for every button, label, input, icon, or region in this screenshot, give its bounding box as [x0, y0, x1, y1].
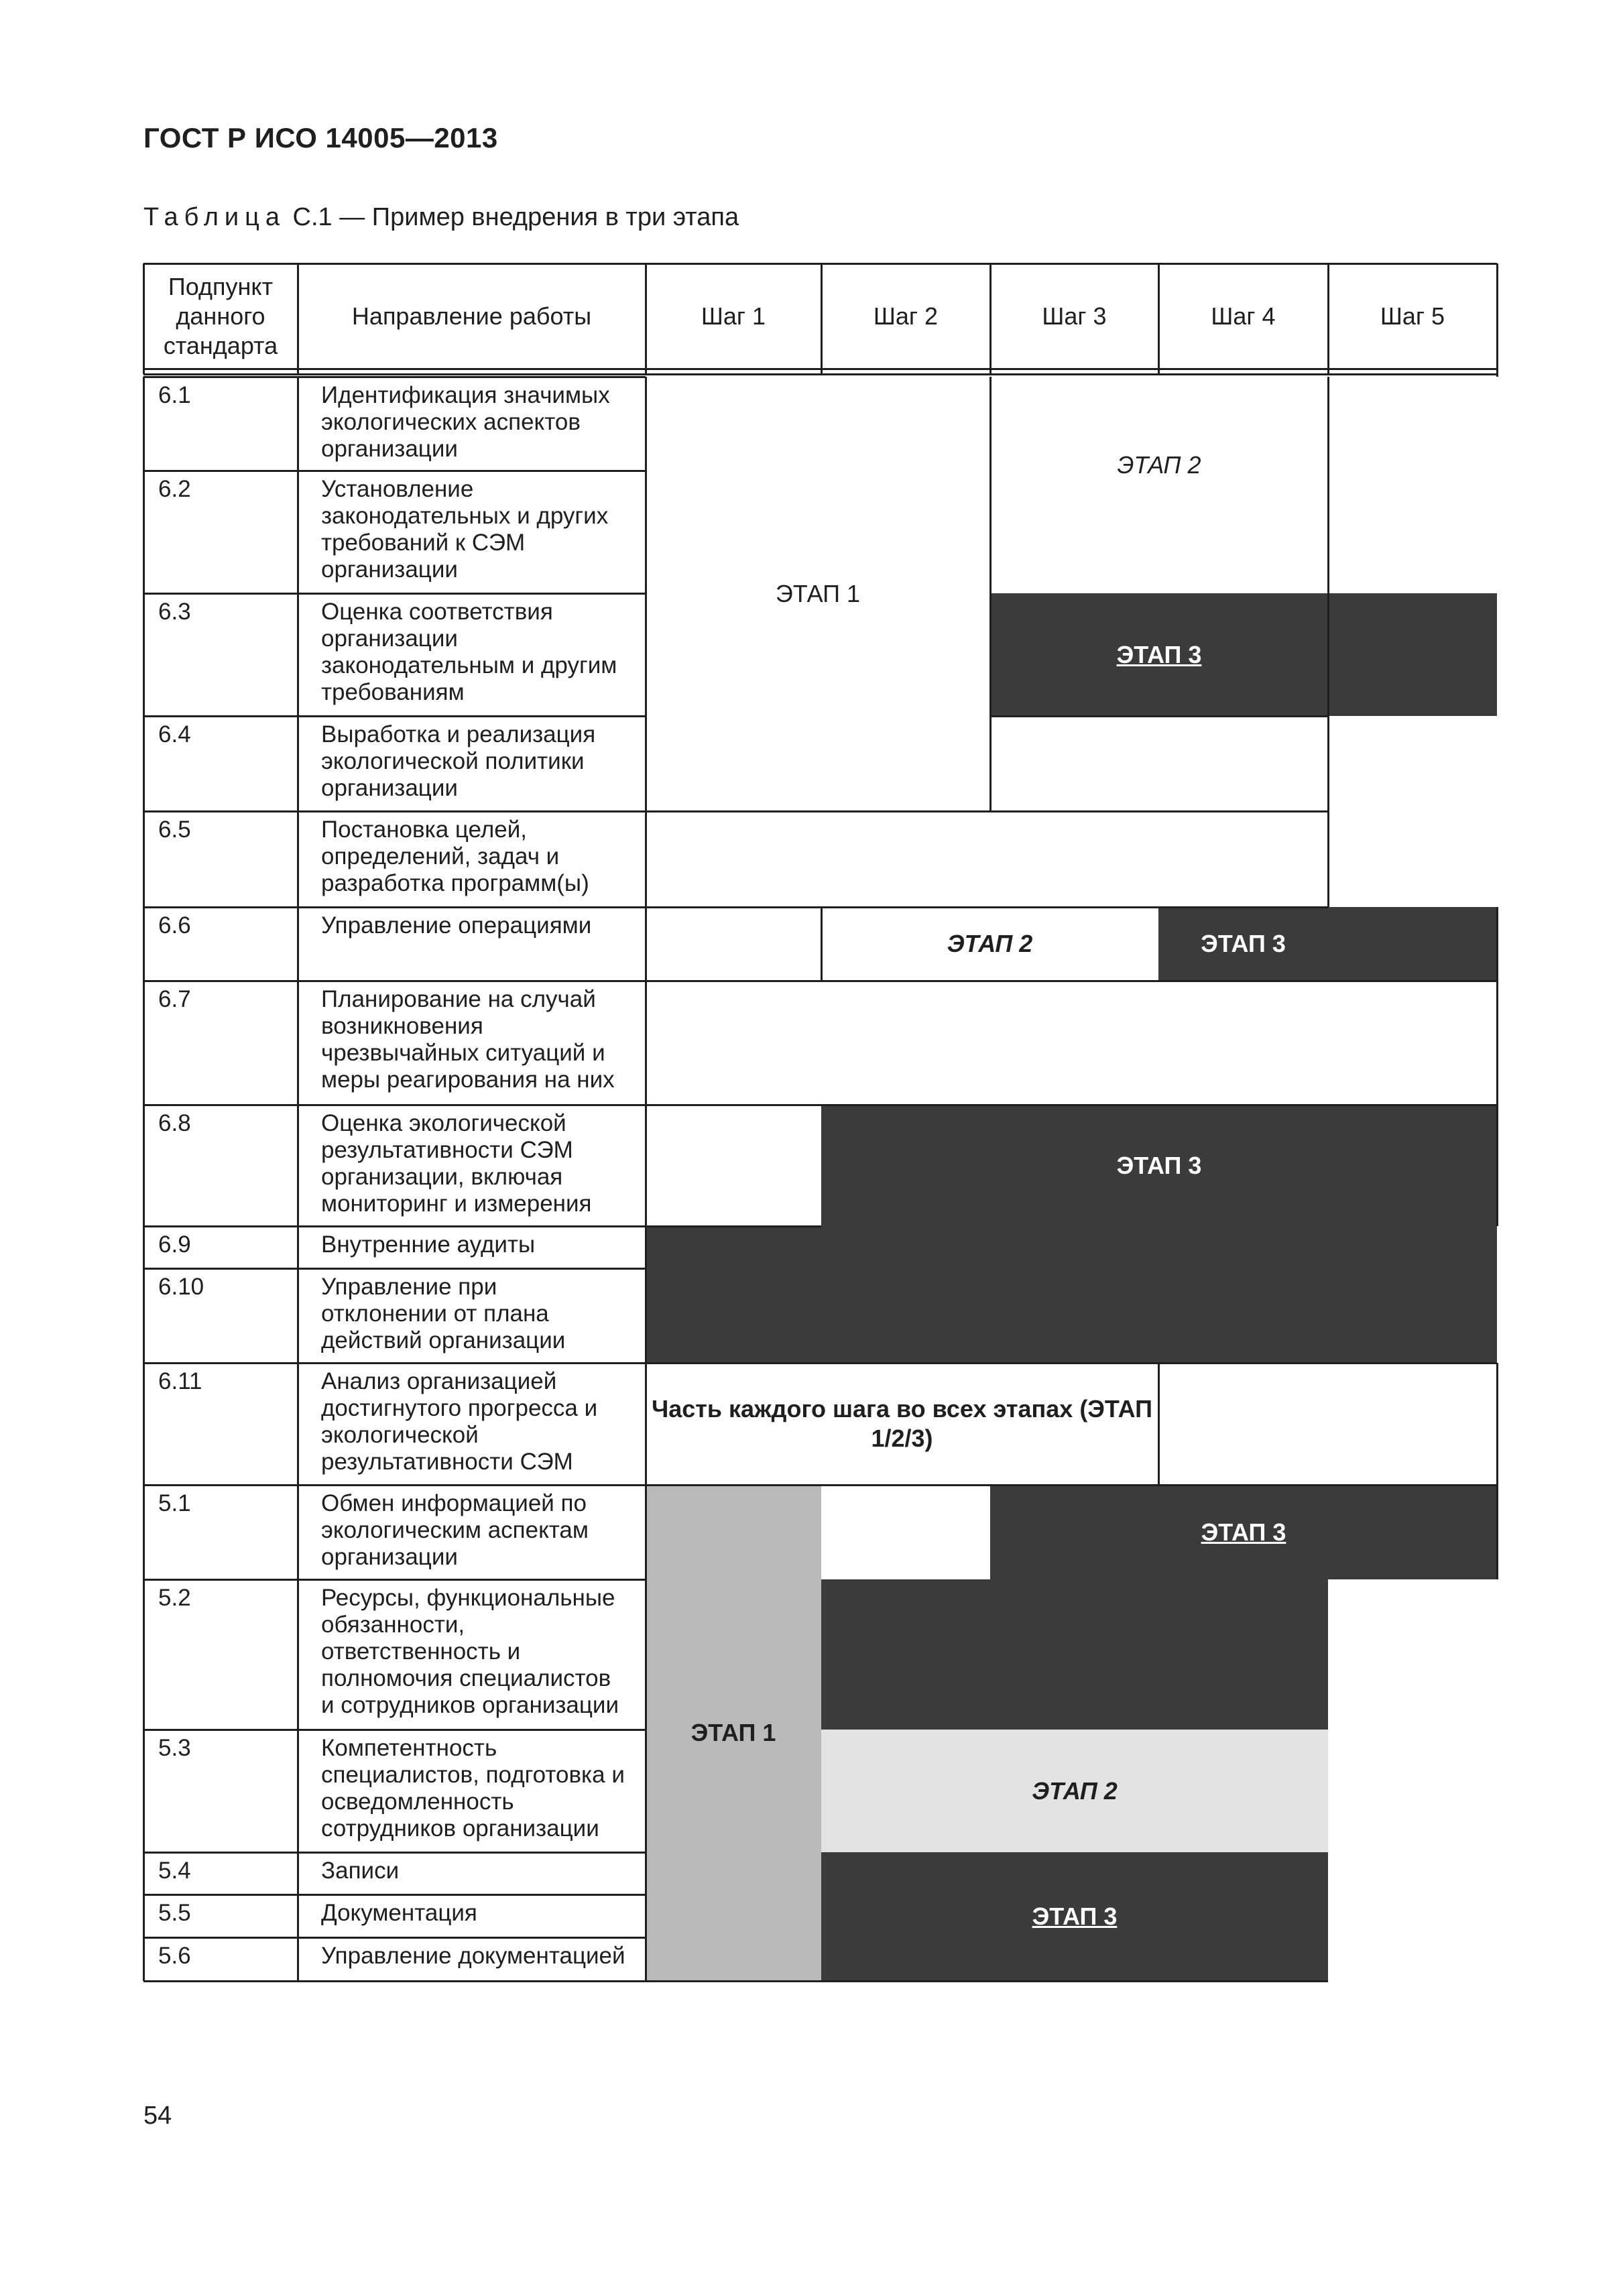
table-rule	[646, 1980, 1328, 1982]
table-rule	[143, 980, 646, 982]
direction-cell: Оценка соответствия организации законодательным и другим требованиям	[321, 599, 617, 705]
direction-cell: Управление операциями	[321, 912, 592, 939]
stage-label: ЭТАП 3	[1201, 930, 1286, 957]
table-rule	[143, 377, 145, 1981]
table-rule	[143, 1852, 646, 1854]
direction-cell: Ресурсы, функциональные обязанности, ответственность и полномочия специалистов и сотрудников организации	[321, 1585, 619, 1718]
table-rule	[143, 1225, 646, 1227]
table-rule	[646, 980, 1497, 982]
clause-cell: 6.9	[158, 1231, 191, 1258]
direction-cell: Компетентность специалистов, подготовка и осведомленность сотрудников организации	[321, 1735, 625, 1841]
clause-cell: 6.8	[158, 1110, 191, 1136]
table-caption-label: Таблица	[143, 203, 286, 231]
stage-block	[1328, 593, 1497, 716]
table-rule	[143, 1980, 646, 1982]
table-rule	[143, 906, 646, 908]
table-rule	[143, 715, 646, 717]
table-rule	[143, 1579, 646, 1581]
clause-cell: 6.2	[158, 476, 191, 502]
table-rule	[646, 1362, 1497, 1364]
column-header: Направление работы	[351, 302, 592, 330]
table-rule	[143, 810, 646, 812]
clause-cell: 6.7	[158, 986, 191, 1012]
stage-label: ЭТАП 2	[947, 930, 1033, 957]
direction-cell: Записи	[321, 1858, 400, 1884]
page-number: 54	[143, 2102, 172, 2130]
table-rule	[1496, 1363, 1498, 1579]
direction-cell: Анализ организацией достигнутого прогресса и экологической результативности СЭМ	[321, 1368, 598, 1475]
stage-block	[990, 377, 1328, 593]
table-rule	[990, 715, 1328, 717]
table-rule	[646, 906, 1328, 908]
clause-cell: 5.4	[158, 1858, 191, 1884]
stage-block	[646, 1226, 1497, 1363]
document-header: ГОСТ Р ИСО 14005—2013	[143, 122, 498, 154]
table-rule	[143, 376, 646, 378]
direction-cell: Постановка целей, определений, задач и разработка программ(ы)	[321, 817, 589, 896]
stage-label: ЭТАП 1	[690, 1719, 776, 1746]
table-rule	[143, 1268, 646, 1270]
stage-label: ЭТАП 1	[775, 580, 861, 607]
stage-label: ЭТАП 3	[1201, 1518, 1286, 1546]
clause-cell: 5.6	[158, 1943, 191, 1969]
clause-cell: 5.5	[158, 1900, 191, 1926]
table-rule	[143, 593, 646, 595]
clause-cell: 5.3	[158, 1735, 191, 1761]
column-header: Шаг 2	[873, 302, 939, 330]
table-rule	[143, 1104, 646, 1106]
clause-cell: 6.4	[158, 721, 191, 747]
direction-cell: Управление при отклонении от плана действий организации	[321, 1274, 566, 1353]
table-rule	[646, 1104, 1497, 1106]
direction-cell: Оценка экологической результативности СЭМ организации, включая мониторинг и измерения	[321, 1110, 592, 1217]
direction-cell: Идентификация значимых экологических аспектов организации	[321, 382, 610, 462]
clause-cell: 5.2	[158, 1585, 191, 1611]
stage-label: ЭТАП 3	[1116, 640, 1202, 668]
table-rule	[143, 1894, 646, 1896]
column-header: Шаг 5	[1380, 302, 1445, 330]
table-rule	[143, 1484, 646, 1486]
clause-cell: 6.10	[158, 1274, 204, 1300]
direction-cell: Установление законодательных и других требований к СЭМ организации	[321, 476, 609, 583]
clause-cell: 6.3	[158, 599, 191, 625]
table-caption-text: С.1 — Пример внедрения в три этапа	[286, 203, 739, 231]
stage-label: ЭТАП 3	[1032, 1902, 1118, 1930]
stage-block	[1328, 907, 1497, 981]
clause-cell: 6.11	[158, 1368, 202, 1394]
column-header: Шаг 3	[1042, 302, 1107, 330]
stage-label: ЭТАП 2	[1032, 1776, 1118, 1805]
direction-cell: Документация	[321, 1900, 477, 1926]
table-rule	[297, 377, 299, 1981]
direction-cell: Управление документацией	[321, 1943, 625, 1969]
direction-cell: Внутренние аудиты	[321, 1231, 536, 1258]
stage-block	[821, 1579, 1328, 1730]
clause-cell: 6.1	[158, 382, 191, 408]
clause-cell: 6.5	[158, 817, 191, 843]
direction-cell: Обмен информацией по экологическим аспектам организации	[321, 1490, 589, 1570]
column-header: Подпункт данного стандарта	[163, 272, 278, 359]
table-rule	[143, 1729, 646, 1731]
column-header: Шаг 1	[701, 302, 766, 330]
table-rule	[1496, 369, 1498, 377]
table-rule	[646, 1484, 1497, 1486]
table-rule	[143, 1937, 646, 1939]
table-rule	[646, 810, 1328, 812]
clause-cell: 5.1	[158, 1490, 191, 1516]
stage-label: Часть каждого шага во всех этапах (ЭТАП 1/2/3)	[651, 1395, 1153, 1452]
direction-cell: Выработка и реализация экологической политики организации	[321, 721, 596, 801]
table-rule	[143, 1362, 646, 1364]
table-rule	[143, 470, 646, 472]
column-header: Шаг 4	[1211, 302, 1276, 330]
stage-label: ЭТАП 3	[1116, 1151, 1202, 1179]
table-rule	[646, 1225, 821, 1227]
clause-cell: 6.6	[158, 912, 191, 939]
stage-label: ЭТАП 2	[1117, 450, 1201, 479]
direction-cell: Планирование на случай возникновения чрезвычайных ситуаций и меры реагирования на них	[321, 986, 615, 1093]
